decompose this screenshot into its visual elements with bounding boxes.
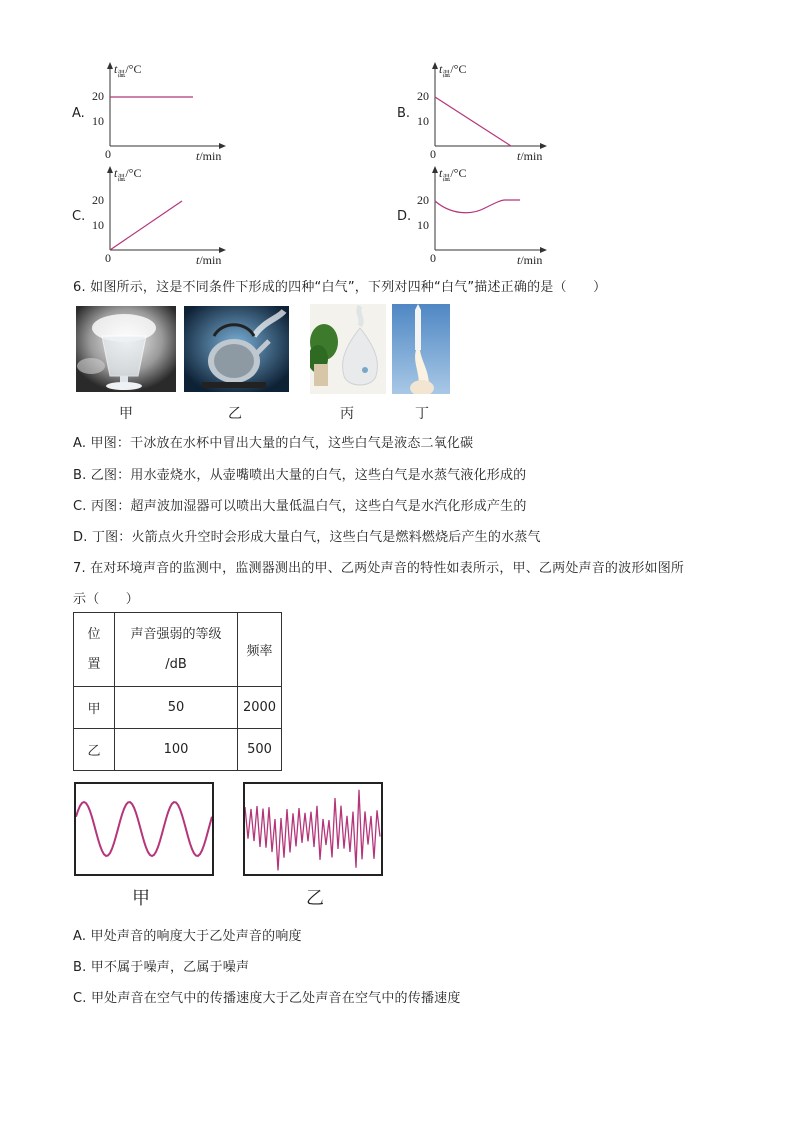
header-level: 声音强弱的等级 /dB	[115, 613, 238, 687]
row-frequency: 2000	[238, 687, 282, 729]
question-7-stem-line2: 示（ ）	[73, 592, 140, 607]
waveform-jia	[74, 782, 214, 876]
option-letter-b: B.	[397, 106, 411, 121]
graph-d-plot	[425, 166, 585, 256]
option-letter-d: D.	[397, 209, 412, 224]
header-frequency: 频率	[238, 613, 282, 687]
table-row	[74, 687, 282, 729]
graph-a-origin: 0	[105, 147, 111, 161]
graph-a-xlabel: t/min	[196, 149, 222, 163]
q7-option-c: C. 甲处声音在空气中的传播速度大于乙处声音在空气中的传播速度	[73, 991, 461, 1006]
wave-caption-jia: 甲	[132, 888, 150, 909]
table-header-row	[74, 613, 282, 687]
graph-c-origin: 0	[105, 251, 111, 265]
option-letter-a: A.	[72, 106, 85, 121]
q6-option-c: C. 丙图：超声波加湿器可以喷出大量低温白气，这些白气是水汽化形成产生的	[73, 499, 527, 514]
q7-option-b: B. 甲不属于噪声，乙属于噪声	[73, 960, 250, 975]
graph-a	[92, 62, 280, 163]
sound-table	[73, 612, 282, 771]
graph-d-tick-10: 10	[417, 218, 429, 232]
row-level: 50	[115, 687, 238, 729]
row-position: 乙	[74, 729, 115, 771]
photo-rocket	[392, 304, 450, 394]
question-7-stem-line1: 7. 在对环境声音的监测中，监测器测出的甲、乙两处声音的特性如表所示，甲、乙两处声音的波形如图所	[73, 561, 685, 576]
graph-c-xlabel: t/min	[196, 253, 222, 267]
graph-d-origin: 0	[430, 251, 436, 265]
graph-b-tick-10: 10	[417, 114, 429, 128]
photo-caption-yi: 乙	[228, 406, 242, 422]
graph-b	[417, 62, 605, 163]
q6-option-d: D. 丁图：火箭点火升空时会形成大量白气，这些白气是燃料燃烧后产生的水蒸气	[73, 530, 541, 545]
photo-kettle	[184, 306, 289, 392]
graph-a-tick-20: 20	[92, 89, 104, 103]
graph-c-ylabel: $t_温/^\circ C$	[114, 166, 142, 183]
graph-b-xlabel: t/min	[517, 149, 543, 163]
graph-d-ylabel: $t_温/^\circ C$	[439, 166, 467, 183]
graph-c-plot	[100, 166, 260, 256]
graph-b-origin: 0	[430, 147, 436, 161]
photo-dry-ice	[76, 306, 176, 392]
waveform-yi	[243, 782, 383, 876]
q6-option-a: A. 甲图：干冰放在水杯中冒出大量的白气，这些白气是液态二氧化碳	[73, 436, 474, 451]
photo-caption-ding: 丁	[415, 406, 429, 422]
row-level: 100	[115, 729, 238, 771]
graph-d	[417, 166, 605, 267]
question-6-stem: 6. 如图所示，这是不同条件下形成的四种“白气”，下列对四种“白气”描述正确的是（ ）	[73, 280, 607, 295]
graph-a-tick-10: 10	[92, 114, 104, 128]
table-row	[74, 729, 282, 771]
photo-humidifier	[310, 304, 386, 394]
photo-caption-bing: 丙	[340, 406, 354, 422]
graph-b-plot	[425, 62, 585, 152]
q6-option-b: B. 乙图：用水壶烧水，从壶嘴喷出大量的白气，这些白气是水蒸气液化形成的	[73, 468, 527, 483]
option-letter-c: C.	[72, 209, 86, 224]
wave-caption-yi: 乙	[306, 888, 324, 909]
graph-d-tick-20: 20	[417, 193, 429, 207]
graph-c-tick-20: 20	[92, 193, 104, 207]
graph-c	[92, 166, 280, 267]
q7-option-a: A. 甲处声音的响度大于乙处声音的响度	[73, 929, 302, 944]
row-position: 甲	[74, 687, 115, 729]
graph-a-plot	[100, 62, 260, 152]
header-position: 位 置	[74, 613, 115, 687]
row-frequency: 500	[238, 729, 282, 771]
graph-b-ylabel: $t_温/^\circ C$	[439, 62, 467, 79]
graph-b-tick-20: 20	[417, 89, 429, 103]
graph-d-xlabel: t/min	[517, 253, 543, 267]
graph-c-tick-10: 10	[92, 218, 104, 232]
photo-caption-jia: 甲	[119, 406, 133, 422]
graph-a-ylabel: $t_温/^\circ C$	[114, 62, 142, 79]
